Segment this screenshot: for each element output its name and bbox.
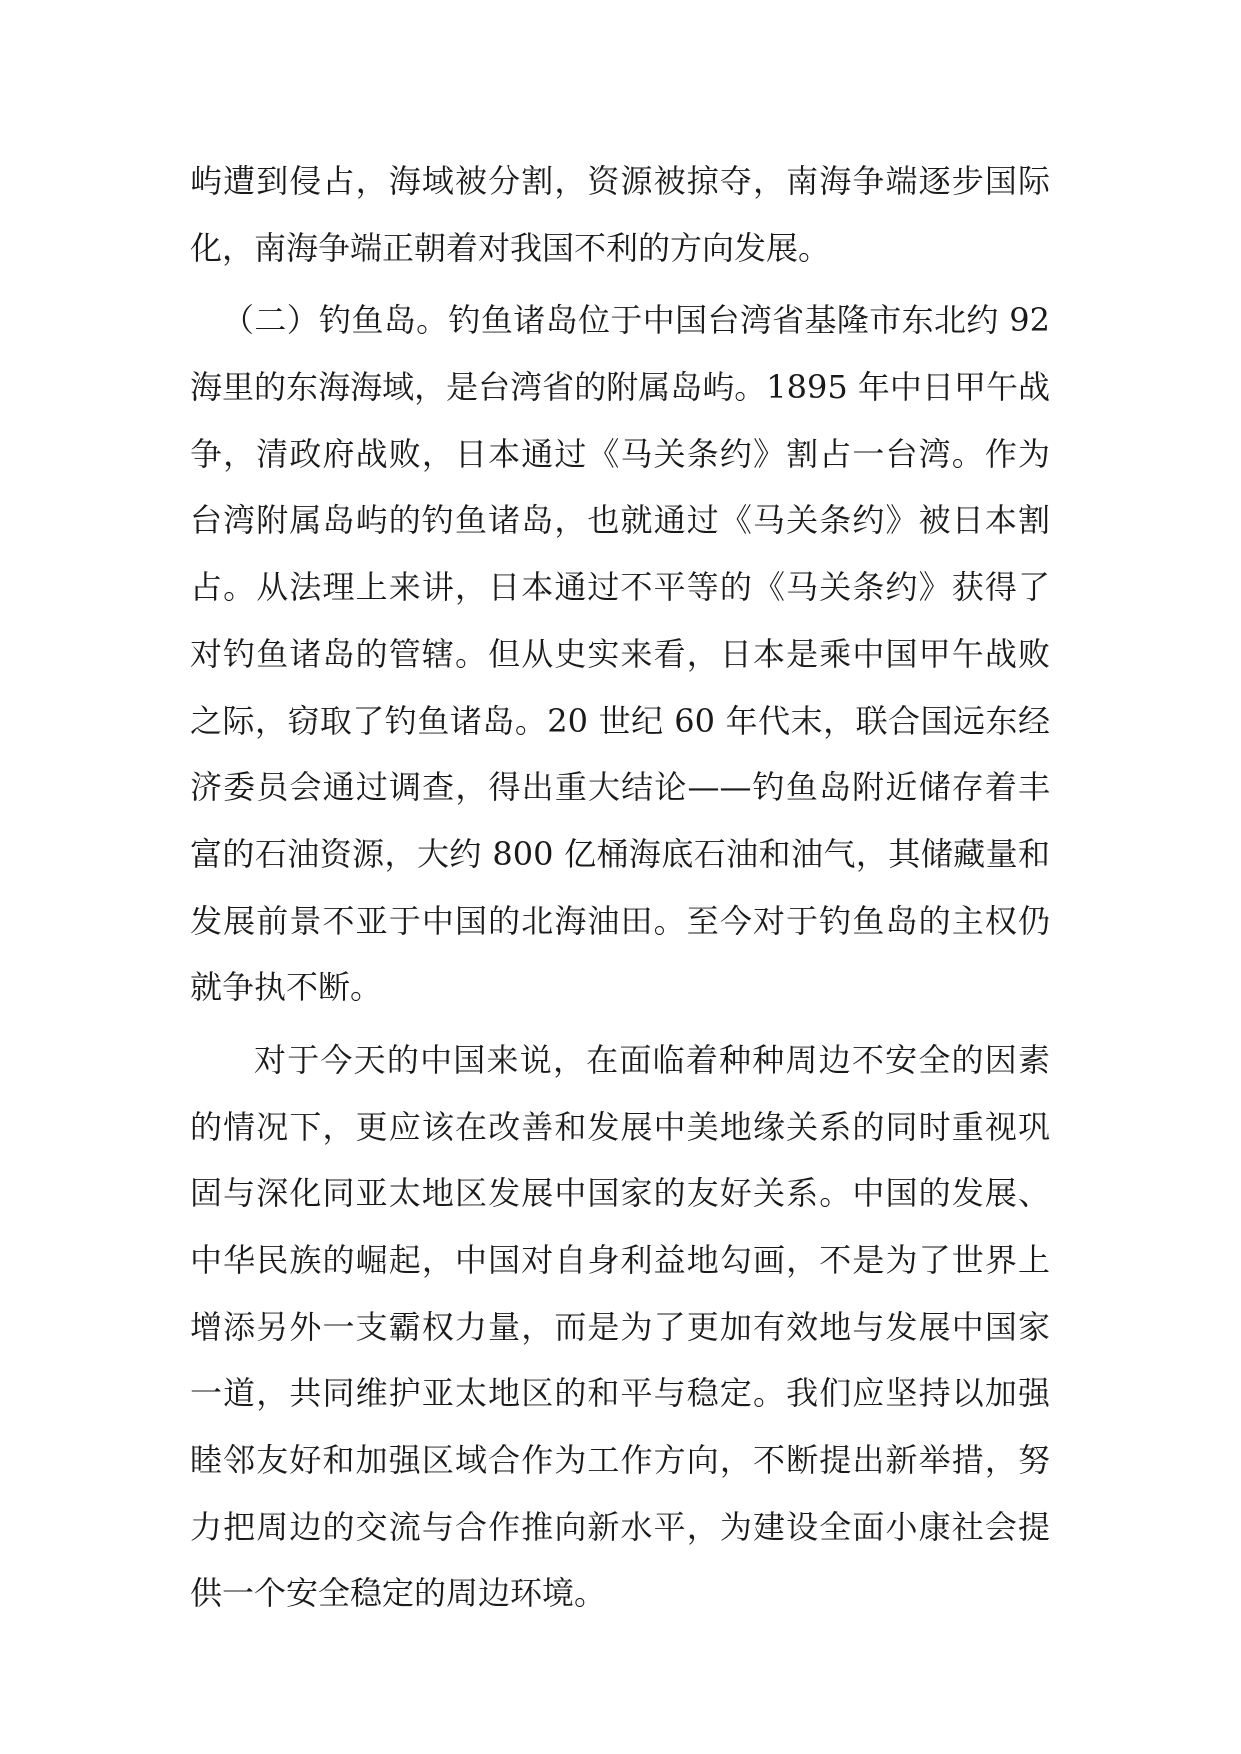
text-line: 睦邻友好和加强区域合作为工作方向，不断提出新举措，努: [190, 1441, 1050, 1480]
text-line: 化，南海争端正朝着对我国不利的方向发展。: [190, 228, 831, 267]
text-line: 对于今天的中国来说，在面临着种种周边不安全的因素: [254, 1040, 1050, 1079]
text-line: 富的石油资源，大约 800 亿桶海底石油和油气，其储藏量和: [190, 834, 1050, 873]
text-line: 争，清政府战败，日本通过《马关条约》割占一台湾。作为: [190, 434, 1050, 473]
text-line: 发展前景不亚于中国的北海油田。至今对于钓鱼岛的主权仍: [190, 901, 1050, 940]
text-line: 就争执不断。: [190, 968, 383, 1007]
text-line: 的情况下，更应该在改善和发展中美地缘关系的同时重视巩: [190, 1107, 1050, 1146]
text-line: 一道，共同维护亚太地区的和平与稳定。我们应坚持以加强: [190, 1374, 1050, 1413]
text-line: 中华民族的崛起，中国对自身利益地勾画，不是为了世界上: [190, 1241, 1050, 1279]
text-line: 屿遭到侵占，海域被分割，资源被掠夺，南海争端逐步国际: [190, 162, 1050, 200]
paragraph-south-china-sea: [190, 148, 1050, 281]
paragraph-conclusion: [190, 1027, 1050, 1627]
text-line: （二）钓鱼岛。钓鱼诸岛位于中国台湾省基隆市东北约 92: [222, 301, 1050, 340]
text-line: 固与深化同亚太地区发展中国家的友好关系。中国的发展、: [190, 1174, 1050, 1213]
paragraph-diaoyu-islands: [190, 287, 1050, 1021]
text-line: 济委员会通过调查，得出重大结论——钓鱼岛附近储存着丰: [190, 768, 1050, 807]
text-line: 之际，窃取了钓鱼诸岛。20 世纪 60 年代末，联合国远东经: [190, 701, 1050, 740]
text-line: 海里的东海海域，是台湾省的附属岛屿。1895 年中日甲午战: [190, 368, 1050, 407]
text-line: 占。从法理上来讲，日本通过不平等的《马关条约》获得了: [190, 568, 1050, 607]
text-line: 台湾附属岛屿的钓鱼诸岛，也就通过《马关条约》被日本割: [190, 501, 1050, 540]
text-line: 力把周边的交流与合作推向新水平，为建设全面小康社会提: [190, 1507, 1050, 1546]
body-text: [190, 148, 1050, 1627]
text-line: 对钓鱼诸岛的管辖。但从史实来看，日本是乘中国甲午战败: [190, 634, 1050, 673]
text-line: 供一个安全稳定的周边环境。: [190, 1574, 607, 1613]
text-line: 增添另外一支霸权力量，而是为了更加有效地与发展中国家: [190, 1307, 1050, 1346]
